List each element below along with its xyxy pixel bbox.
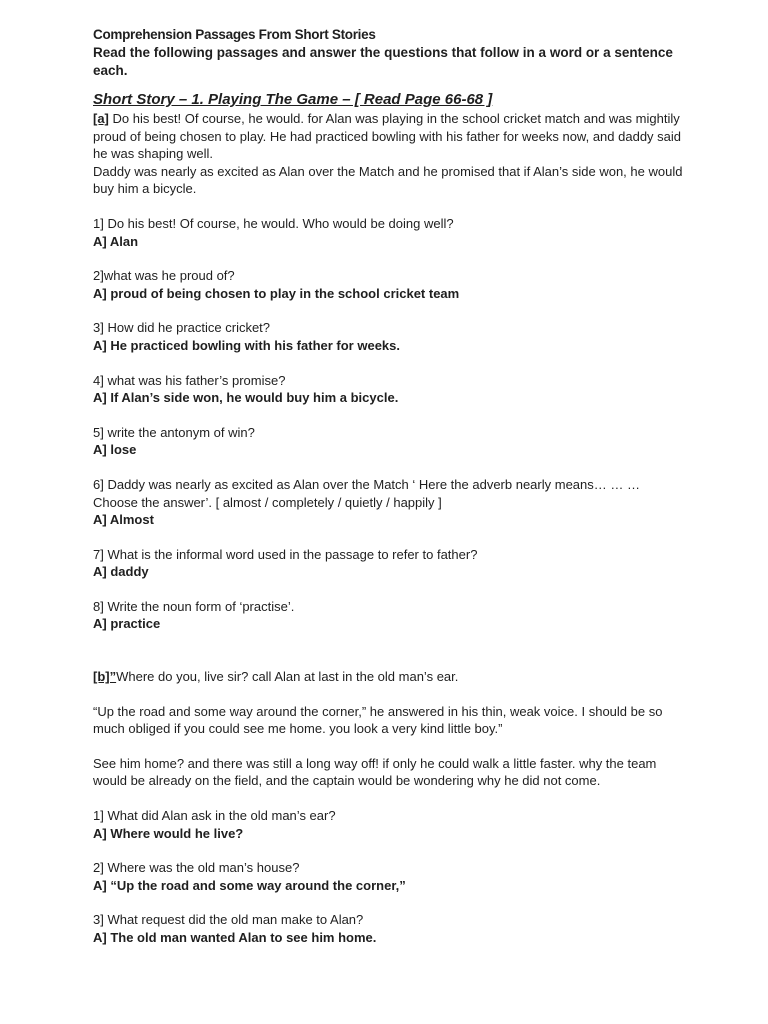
question-block	[93, 598, 683, 633]
question-block	[93, 372, 683, 407]
question: 7] What is the informal word used in the passage to refer to father?	[93, 546, 478, 562]
answer: A] practice	[93, 616, 161, 632]
question: 3] What request did the old man make to Alan?	[93, 912, 364, 928]
section-a	[93, 110, 683, 633]
document-page	[93, 24, 683, 947]
answer: A] lose	[93, 442, 137, 458]
question-block	[93, 424, 683, 459]
answer: A] He practiced bowling with his father for weeks.	[93, 337, 400, 353]
instructions: Read the following passages and answer the questions that follow in a word or a sentence each.	[93, 45, 673, 78]
question-block	[93, 476, 683, 529]
section-a-passage-1	[93, 110, 683, 163]
question: 8] Write the noun form of ‘practise’.	[93, 598, 295, 614]
section-b-passage-2: “Up the road and some way around the corner,” he answered in his thin, weak voice. I should be so much obliged if you could see me home. you look a very kind little boy.”	[93, 703, 663, 737]
section-a-passage-1-text: Do his best! Of course, he would. for Alan was playing in the school cricket match and was mightily proud of being chosen to play. He had practiced bowling with his father for weeks now, and daddy said he was shaping well.	[93, 111, 682, 162]
answer: A] “Up the road and some way around the corner,”	[93, 877, 406, 893]
answer: A] If Alan’s side won, he would buy him a bicycle.	[93, 390, 399, 406]
section-b	[93, 668, 683, 947]
question-block	[93, 911, 683, 946]
question-block	[93, 215, 683, 250]
section-a-label: [a]	[93, 111, 109, 126]
answer: A] daddy	[93, 564, 149, 580]
question: 1] What did Alan ask in the old man’s ear?	[93, 808, 336, 824]
answer: A] Almost	[93, 512, 154, 528]
question: 6] Daddy was nearly as excited as Alan over the Match ‘ Here the adverb nearly means… … … Choose the answer’. [ almost / completely / quietly / happily ]	[93, 476, 640, 510]
question-block	[93, 807, 683, 842]
question: 5] write the antonym of win?	[93, 424, 255, 440]
question-block	[93, 319, 683, 354]
section-b-passage-1	[93, 668, 683, 686]
question-block	[93, 267, 683, 302]
question: 3] How did he practice cricket?	[93, 320, 271, 336]
section-b-passage-1-text: Where do you, live sir? call Alan at last in the old man’s ear.	[116, 669, 459, 685]
question-block	[93, 546, 683, 581]
section-b-passage-3: See him home? and there was still a long way off! if only he could walk a little faster. why the team would be already on the field, and the captain would be wondering why he did not come.	[93, 755, 657, 789]
question: 1] Do his best! Of course, he would. Who would be doing well?	[93, 215, 454, 231]
document-title: Comprehension Passages From Short Stories	[93, 27, 376, 42]
answer: A] Where would he live?	[93, 825, 244, 841]
answer: A] The old man wanted Alan to see him home.	[93, 930, 377, 945]
section-a-passage-2: Daddy was nearly as excited as Alan over the Match and he promised that if Alan’s side won, he would buy him a bicycle.	[93, 163, 683, 197]
answer: A] proud of being chosen to play in the school cricket team	[93, 285, 460, 301]
answer: A] Alan	[93, 233, 139, 249]
question: 2] Where was the old man’s house?	[93, 860, 300, 876]
story-heading: Short Story – 1. Playing The Game – [ Read Page 66-68 ]	[93, 91, 493, 108]
section-b-label: [b]”	[93, 669, 117, 685]
question-block	[93, 859, 683, 894]
question: 2]what was he proud of?	[93, 268, 235, 284]
question: 4] what was his father’s promise?	[93, 372, 286, 388]
